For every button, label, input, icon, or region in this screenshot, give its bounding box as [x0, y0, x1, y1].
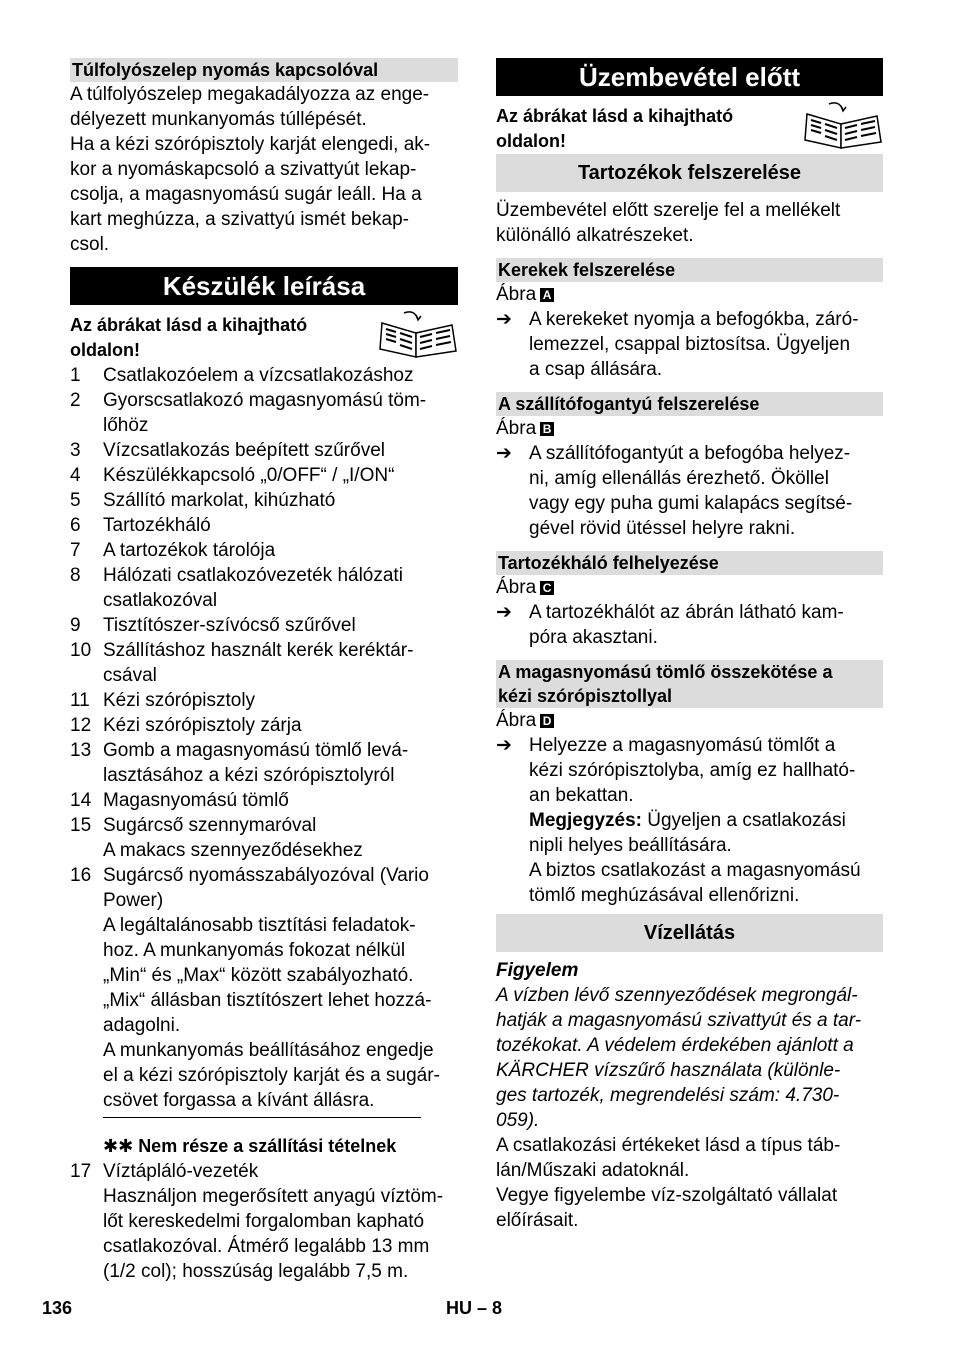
item-number: 17	[70, 1161, 92, 1182]
item-text: Tartozékháló	[103, 515, 211, 536]
text-line: A túlfolyószelep megakadályozza az enge-	[70, 84, 430, 105]
item-text: Csatlakozóelem a vízcsatlakozáshoz	[103, 365, 414, 386]
section-hose-connection: A magasnyomású tömlő összekötése a kézi szórópisztollyal	[496, 660, 883, 708]
figure-reference	[70, 313, 458, 363]
item-text: csával	[103, 665, 157, 686]
text-line: kart meghúzza, a szivattyú ismét bekap-	[70, 209, 409, 230]
left-column	[70, 58, 458, 1284]
figure-label: Ábra A	[496, 282, 883, 307]
item-number: 5	[70, 490, 81, 511]
item-text: csatlakozóval	[103, 590, 218, 611]
item-text: Gyorscsatlakozó magasnyomású töm-	[103, 390, 427, 411]
item-number: 3	[70, 440, 81, 461]
text-line: különálló alkatrészeket.	[496, 225, 694, 246]
item-text: el a kézi szórópisztoly karját és a sugár-	[103, 1065, 440, 1086]
item-text: A munkanyomás beállításához engedje	[103, 1040, 434, 1061]
note-line: Megjegyzés: Ügyeljen a csatlakozási	[529, 810, 846, 831]
item-text: Tisztítószer-szívócső szűrővel	[103, 615, 356, 636]
text-line: csol.	[70, 234, 110, 255]
item-text: Szállító markolat, kihúzható	[103, 490, 336, 511]
overflow-valve-text	[70, 82, 458, 257]
item-text: Vízcsatlakozás beépített szűrővel	[103, 440, 385, 461]
figure-label: Ábra C	[496, 575, 883, 600]
list-item	[70, 713, 458, 738]
item-number: 12	[70, 715, 92, 736]
item-text: csövet forgassa a kívánt állásra.	[103, 1090, 375, 1111]
list-item	[70, 788, 458, 813]
item-number: 2	[70, 390, 81, 411]
section-accessories-mounting: Tartozékok felszerelése	[496, 154, 883, 192]
item-text: „Min“ és „Max“ között szabályozható.	[103, 965, 414, 986]
item-text: lőt kereskedelmi forgalomban kapható	[103, 1211, 425, 1232]
text-line: Üzembevétel előtt szerelje fel a mellékelt	[496, 200, 841, 221]
text-line: délyezett munkanyomás túllépését.	[70, 109, 367, 130]
list-item	[70, 613, 458, 638]
arrow-right-icon: ➔	[496, 443, 512, 464]
list-item	[70, 638, 458, 688]
item-text: Szállításhoz használt kerék keréktár-	[103, 640, 414, 661]
list-item	[70, 388, 458, 438]
item-text: Víztápláló-vezeték	[103, 1161, 259, 1182]
page-number: 136	[42, 1298, 73, 1318]
heading-device-description: Készülék leírása	[70, 267, 458, 305]
text-line: kor a nyomáskapcsoló a szivattyút lekap-	[70, 159, 417, 180]
page-code: HU – 8	[446, 1298, 503, 1318]
text-line: Ha a kézi szórópisztoly karját elengedi, ak-	[70, 134, 431, 155]
list-item	[70, 688, 458, 713]
item-text: Gomb a magasnyomású tömlő levá-	[103, 740, 409, 761]
item-text: Készülékkapcsoló „0/OFF“ / „I/ON“	[103, 465, 395, 486]
arrow-right-icon: ➔	[496, 735, 512, 756]
item-text: Sugárcső szennymaróval	[103, 815, 317, 836]
item-text: lasztásához a kézi szórópisztolyról	[103, 765, 395, 786]
item-text: Használjon megerősített anyagú víztöm-	[103, 1186, 444, 1207]
open-book-icon	[376, 309, 458, 359]
item-number: 14	[70, 790, 92, 811]
open-book-icon	[801, 100, 883, 150]
item-text: lőhöz	[103, 415, 149, 436]
item-text: „Mix“ állásban tisztítószert lehet hozzá-	[103, 990, 432, 1011]
ref-line: oldalon!	[496, 131, 566, 151]
section-wheels: Kerekek felszerelése	[496, 258, 883, 282]
section-title-overflow-valve: Túlfolyószelep nyomás kapcsolóval	[70, 58, 458, 82]
item-number: 13	[70, 740, 92, 761]
divider	[103, 1117, 421, 1134]
caution-text: A vízben lévő szennyeződések megrongál- hatják a magasnyomású szivattyút és a tar- tozékokat. A védelem érdekében ajánlott a KÄRCHER vízszűrő használata (különle- ges tartozék, megrendelési szám: 4.730- 059).	[496, 985, 862, 1131]
item-text: Hálózati csatlakozóvezeték hálózati	[103, 565, 403, 586]
item-text: A tartozékok tárolója	[103, 540, 276, 561]
item-number: 7	[70, 540, 81, 561]
item-number: 10	[70, 640, 92, 661]
parts-list	[70, 363, 458, 1113]
ref-line: Az ábrákat lásd a kihajtható	[496, 106, 734, 126]
list-item	[70, 563, 458, 613]
step-net: ➔ A tartozékhálót az ábrán látható kam- póra akasztani.	[496, 602, 844, 648]
list-item	[70, 488, 458, 513]
list-item	[70, 463, 458, 488]
figure-letter-icon: D	[540, 714, 554, 728]
figure-letter-icon: A	[540, 288, 554, 302]
item-text: Kézi szórópisztoly zárja	[103, 715, 302, 736]
parts-list-continued	[70, 1159, 458, 1284]
ref-line: oldalon!	[70, 340, 140, 360]
item-number: 6	[70, 515, 81, 536]
list-item	[70, 513, 458, 538]
arrow-right-icon: ➔	[496, 309, 512, 330]
figure-label: Ábra D	[496, 708, 883, 733]
caution-title: Figyelem	[496, 960, 579, 981]
figure-letter-icon: C	[540, 581, 554, 595]
item-number: 11	[70, 690, 90, 711]
item-text: hoz. A munkanyomás fokozat nélkül	[103, 940, 406, 961]
item-text: A legáltalánosabb tisztítási feladatok-	[103, 915, 416, 936]
section-handle: A szállítófogantyú felszerelése	[496, 392, 883, 416]
item-text: adagolni.	[103, 1015, 181, 1036]
section-water-supply: Vízellátás	[496, 914, 883, 952]
item-number: 1	[70, 365, 81, 386]
item-text: Kézi szórópisztoly	[103, 690, 256, 711]
heading-before-startup: Üzembevétel előtt	[496, 58, 883, 96]
water-text: A csatlakozási értékeket lásd a típus táb- lán/Műszaki adatoknál. Vegye figyelembe víz-szolgáltató vállalat előírásait.	[496, 1135, 841, 1231]
step-wheels: ➔ A kerekeket nyomja a befogókba, záró- lemezzel, csappal biztosítsa. Ügyeljen a csap állására.	[496, 309, 859, 380]
item-number: 16	[70, 865, 92, 886]
figure-reference	[496, 104, 883, 154]
item-text: (1/2 col); hosszúság legalább 7,5 m.	[103, 1261, 409, 1282]
not-included-text: Nem része a szállítási tételnek	[138, 1136, 397, 1156]
list-item	[70, 738, 458, 788]
section-accessory-net: Tartozékháló felhelyezése	[496, 551, 883, 575]
item-number: 8	[70, 565, 81, 586]
list-item	[70, 813, 458, 863]
figure-letter-icon: B	[540, 422, 554, 436]
item-number: 4	[70, 465, 81, 486]
ref-line: Az ábrákat lásd a kihajtható	[70, 315, 308, 335]
text-line: csolja, a magasnyomású sugár leáll. Ha a	[70, 184, 422, 205]
item-text: Power)	[103, 890, 164, 911]
item-number: 15	[70, 815, 92, 836]
item-text: Magasnyomású tömlő	[103, 790, 289, 811]
double-asterisk-icon: ✱✱	[103, 1136, 134, 1156]
list-item	[70, 363, 458, 388]
item-text: csatlakozóval. Átmérő legalább 13 mm	[103, 1236, 430, 1257]
list-item	[70, 538, 458, 563]
item-number: 9	[70, 615, 81, 636]
item-text: A makacs szennyeződésekhez	[103, 840, 363, 861]
list-item	[70, 863, 458, 1113]
item-text: Sugárcső nyomásszabályozóval (Vario	[103, 865, 429, 886]
step-hose: ➔ Helyezze a magasnyomású tömlőt a kézi szórópisztolyba, amíg ez hallható- an bekattan. Megjegyzés: Ügyeljen a csatlakozási nipli helyes beállítására. A biztos csatlakozást a magasnyomású tömlő meghúzásával ellenőrizni.	[496, 733, 883, 908]
not-included-note	[70, 1134, 458, 1159]
figure-label: Ábra B	[496, 416, 883, 441]
step-handle: ➔ A szállítófogantyút a befogóba helyez- ni, amíg ellenállás érezhető. Ököllel vagy egy puha gumi kalapács segítsé- gével rövid ütéssel helyre rakni.	[496, 443, 853, 539]
list-item	[70, 1159, 458, 1284]
list-item	[70, 438, 458, 463]
arrow-right-icon: ➔	[496, 602, 512, 623]
right-column	[496, 58, 883, 1233]
